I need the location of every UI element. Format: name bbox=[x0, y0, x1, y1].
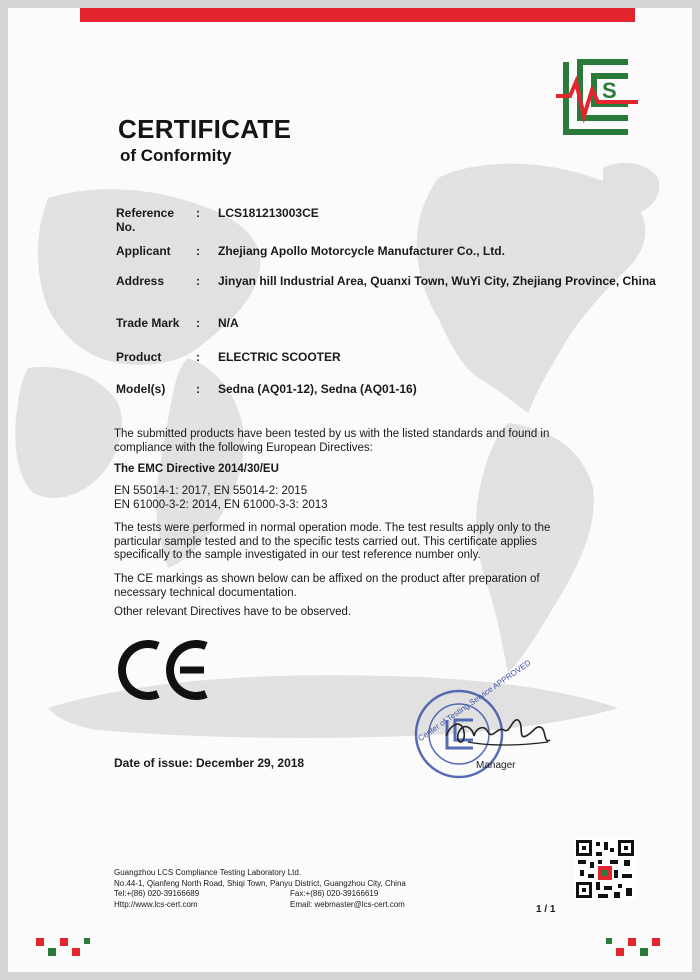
lab-fax: Fax:+(86) 020-39166619 bbox=[290, 889, 379, 898]
other-directives-note: Other relevant Directives have to be observed. bbox=[114, 606, 352, 618]
decorative-squares-left bbox=[32, 934, 92, 960]
lab-name: Guangzhou LCS Compliance Testing Laboratory Ltd. bbox=[114, 868, 302, 877]
logo-letter-s: S bbox=[602, 78, 617, 103]
field-value: N/A bbox=[218, 316, 239, 330]
field-value: ELECTRIC SCOOTER bbox=[218, 350, 341, 364]
field-label: Product bbox=[116, 350, 162, 364]
field-label: Address bbox=[116, 274, 165, 288]
qr-code bbox=[574, 838, 636, 900]
ce-note: The CE markings as shown below can be affixed on the product after preparation of necessary technical documentation. bbox=[114, 573, 540, 599]
field-value: Jinyan hill Industrial Area, Quanxi Town, WuYi City, Zhejiang Province, China bbox=[218, 274, 656, 288]
standards-line-1: EN 55014-1: 2017, EN 55014-2: 2015 bbox=[114, 485, 308, 497]
signature-role: Manager bbox=[476, 760, 516, 771]
field-label: Reference No. bbox=[116, 206, 175, 234]
lcs-logo bbox=[556, 58, 638, 136]
decorative-squares-right bbox=[604, 934, 664, 960]
field-value: Sedna (AQ01-12), Sedna (AQ01-16) bbox=[218, 382, 417, 396]
lab-website-link[interactable]: Http://www.lcs-cert.com bbox=[114, 899, 198, 909]
manager-signature bbox=[438, 706, 558, 756]
intro-text: The submitted products have been tested by us with the listed standards and found in compliance with the following European Directives: bbox=[114, 428, 550, 454]
lab-email-link[interactable]: Email: webmaster@lcs-cert.com bbox=[290, 899, 405, 909]
field-label: Model(s) bbox=[116, 382, 166, 396]
lab-address: No.44-1, Qianfeng North Road, Shiqi Town, Panyu District, Guangzhou City, China bbox=[114, 878, 406, 888]
field-value: Zhejiang Apollo Motorcycle Manufacturer Co., Ltd. bbox=[218, 244, 505, 258]
certificate-subtitle: of Conformity bbox=[120, 146, 232, 165]
directive-text: The EMC Directive 2014/30/EU bbox=[114, 463, 279, 475]
lab-tel: Tel:+(86) 020-39166689 bbox=[114, 889, 200, 898]
ce-mark bbox=[114, 636, 214, 704]
field-value: LCS181213003CE bbox=[218, 206, 319, 220]
stamp-text: Center of Testing Service APPROVED bbox=[416, 658, 533, 744]
page-number: 1 / 1 bbox=[536, 904, 556, 915]
certificate-page: S CERTIFICATE of Conformity Reference No. : LCS181213003CE Applicant : Zhejiang Apollo Motorcycle Manufacturer Co., Ltd. Address : Jinyan hill Industrial Area, Quanxi Town, WuYi City, Zhejiang Province, China Trade Mark : N/A Product : ELECTRIC SCOOTER Model(s) : Sedna (AQ01-12), Sedna (AQ01-16) The submitted products have been tested by us with the listed standards and found in compliance with the following European Directives: The EMC Directive 2014/30/EU EN 55014-1: 2017, EN 55014-2: 2015 EN 61000-3-2: 2014, EN 61000-3-3: 2013 The tests were performed in normal operation mode. The test results apply only to the particular sample tested and to the specific tests carried out. This certificate applies specifically to the sample investigated in our test reference number only. The CE markings as shown below can be affixed on the product after preparation of necessary technical documentation. Other relevant Directives have to be observed. Center of Testing Service APPROVED Manager Date of issue: December 29, 2018 Guangzhou LCS Compliance Testing Laboratory Ltd. No.44-1, Qianfeng North Road, Shiqi Town, Panyu District, Guangzhou City, China Tel:+(86) 020-39166689 Fax:+(86) 020-39166619 Http://www.lcs-cert.com Email: webmaster@lcs-cert.com 1 / 1 bbox=[8, 8, 692, 972]
lab-footer bbox=[114, 868, 454, 910]
standards-line-2: EN 61000-3-2: 2014, EN 61000-3-3: 2013 bbox=[114, 499, 328, 511]
field-label: Trade Mark bbox=[116, 316, 180, 330]
certificate-title: CERTIFICATE bbox=[118, 114, 292, 144]
tests-note: The tests were performed in normal operation mode. The test results apply only to the particular sample tested and to the specific tests carried out. This certificate applies specifically to the sample investigated in our test reference number only. bbox=[114, 522, 551, 561]
field-label: Applicant bbox=[116, 244, 171, 258]
date-of-issue: Date of issue: December 29, 2018 bbox=[114, 756, 305, 770]
